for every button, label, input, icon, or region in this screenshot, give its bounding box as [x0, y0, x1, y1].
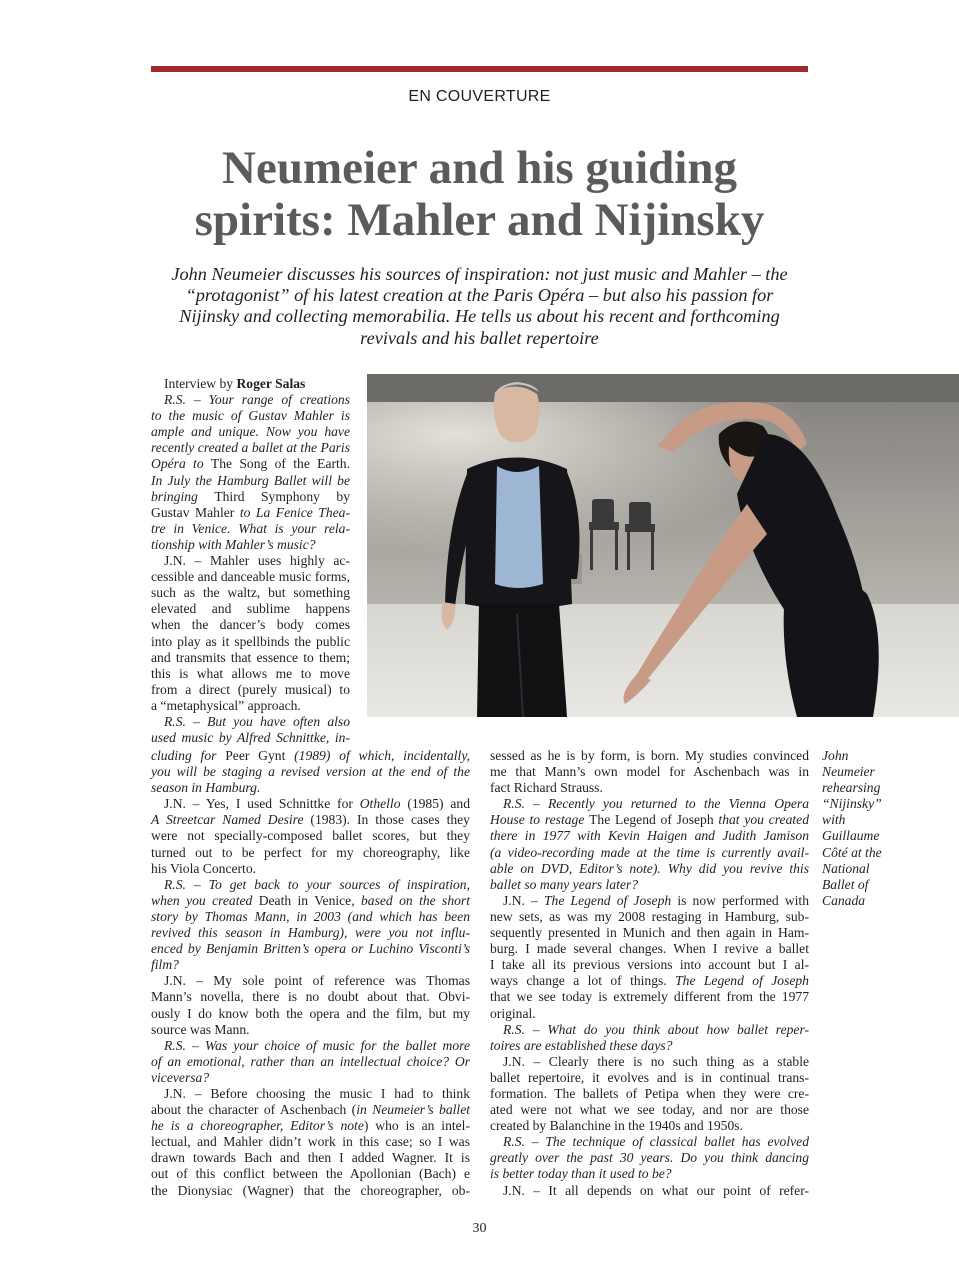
- question-text: (1989) of which, incidentally,: [285, 748, 471, 763]
- answer-text: J.N. – Yes, I used Schnittke for: [164, 796, 360, 812]
- text-line: [151, 780, 470, 796]
- question-text: bringing: [151, 488, 215, 504]
- text-line: [151, 730, 350, 746]
- question-text: R.S. – Recently you returned to the Vienna Opera: [503, 796, 809, 812]
- question-text: ample and unique. Now you have: [151, 424, 350, 440]
- text-line: [151, 957, 470, 973]
- text-line: [151, 812, 470, 828]
- work-title: The Legend of Joseph: [589, 812, 714, 828]
- text-line: J.N. – Before choosing the music I had to think: [164, 1085, 470, 1101]
- text-line: that we see today is extremely different from the 1977: [490, 989, 809, 1005]
- work-title: Death in Venice: [258, 892, 352, 908]
- text-line: lectual, and Mahler didn’t work in this case; so I was: [151, 1134, 470, 1150]
- question-text: you will be staging a revised version at the end of the: [151, 764, 470, 780]
- question-text: , based on the short: [351, 892, 470, 908]
- text-line: [151, 1038, 470, 1054]
- text-line: and transmits that essence to them;: [151, 649, 350, 665]
- question-text: film?: [151, 957, 179, 973]
- caption-line: Neumeier: [822, 764, 875, 780]
- text-line: [151, 473, 350, 489]
- text-line: [151, 456, 350, 472]
- text-line: burg. I made several changes. When I revive a ballet: [490, 941, 809, 957]
- text-line: [490, 1150, 809, 1166]
- text-line: [151, 748, 470, 764]
- text-line: [490, 828, 809, 844]
- question-text: story by Thomas Mann, in 2003 (and which has been: [151, 908, 470, 924]
- text-line: [151, 489, 350, 505]
- question-text: R.S. – Your range of creations: [164, 392, 350, 408]
- caption-line: “Nijinsky”: [822, 796, 882, 812]
- text-line: source was Mann.: [151, 1021, 250, 1037]
- text-line: turned out to be perfect for my choreography, like: [151, 844, 470, 860]
- work-title: Peer Gynt: [225, 748, 286, 763]
- text-line: this is what allows me to move: [151, 665, 350, 681]
- answer-text: ) who is an intel-: [363, 1118, 470, 1134]
- text-line: created by Balanchine in the 1940s and 1950s.: [490, 1118, 743, 1134]
- title-line: spirits: Mahler and Nijinsky: [194, 194, 765, 246]
- question-text: R.S. – What do you think about how ballet reper-: [503, 1021, 809, 1037]
- work-title: A Streetcar Named Desire: [151, 812, 304, 828]
- text-line: [490, 877, 809, 893]
- work-title: The Legend of Joseph: [675, 973, 809, 989]
- question-text: to the music of Gustav Mahler is: [151, 408, 350, 424]
- text-line: [151, 925, 470, 941]
- answer-text: ways change a lot of things.: [490, 973, 676, 989]
- text-line: [490, 1166, 809, 1182]
- section-label: EN COUVERTURE: [408, 88, 551, 105]
- rehearsal-photo: [367, 374, 959, 717]
- question-text: toires are established these days?: [490, 1037, 673, 1053]
- question-text: recently created a ballet at the Paris: [151, 440, 350, 456]
- question-text: Opéra to: [151, 456, 211, 472]
- text-line: [151, 796, 470, 812]
- text-line: [151, 1054, 470, 1070]
- text-line: the Dionysiac (Wagner) that the choreographer, ob-: [151, 1182, 470, 1198]
- article-title: [120, 142, 839, 246]
- text-line: into play as it spellbinds the public: [151, 633, 350, 649]
- question-text: ballet so many years later?: [490, 876, 638, 892]
- question-text: season in Hamburg.: [151, 780, 261, 796]
- text-line: ated were not what we see today, and nor are those: [490, 1102, 809, 1118]
- work-title: The Song of the Earth.: [210, 456, 350, 472]
- text-line: [490, 893, 809, 909]
- question-text: R.S. – But you have often also: [164, 713, 350, 729]
- text-line: [490, 845, 809, 861]
- question-text: cluding for: [151, 748, 226, 763]
- text-line: such as the waltz, but something: [151, 585, 350, 601]
- question-text: enced by Benjamin Britten’s opera or Luchino Visconti’s: [151, 941, 470, 957]
- text-line: [151, 424, 350, 440]
- question-text: that you created: [713, 812, 809, 828]
- text-line: [151, 537, 350, 553]
- question-text: when you created: [151, 892, 259, 908]
- answer-text: (1985) and: [400, 796, 470, 812]
- question-text: there in 1977 with Kevin Haigen and Judith Jamison: [490, 828, 809, 844]
- text-line: J.N. – My sole point of reference was Thomas: [164, 973, 470, 989]
- caption-line: Guillaume: [822, 828, 880, 844]
- work-title: Gustav Mahler: [151, 504, 240, 520]
- text-line: [151, 909, 470, 925]
- answer-text: (1983). In those cases they: [303, 812, 470, 828]
- text-line: [151, 521, 350, 537]
- text-line: [151, 941, 470, 957]
- question-text: is better today than it used to be?: [490, 1166, 672, 1182]
- text-line: original.: [490, 1005, 536, 1021]
- text-line: were not specially-composed ballet scores, but they: [151, 828, 470, 844]
- text-line: [490, 796, 809, 812]
- text-line: [151, 1118, 470, 1134]
- question-text: revived this season in Hamburg), were you not influ-: [151, 925, 470, 941]
- text-line: ballet repertoire, it evolves and is in continual trans-: [490, 1069, 809, 1085]
- work-title: The Legend of Joseph: [544, 892, 672, 908]
- text-line: [151, 392, 350, 408]
- text-line: sessed as he is by form, is born. My studies convinced: [490, 748, 809, 763]
- text-line: a “metaphysical” approach.: [151, 697, 301, 713]
- photo-caption: [822, 748, 932, 909]
- question-text: In July the Hamburg Ballet will be: [151, 472, 350, 488]
- standfirst-line: Nijinsky and collecting memorabilia. He tells us about his recent and forthcoming: [179, 306, 780, 327]
- text-line: [490, 1022, 809, 1038]
- text-line: [151, 714, 350, 730]
- column-left: [151, 748, 470, 1199]
- header-rule: [151, 66, 808, 72]
- work-title: Othello: [359, 796, 401, 812]
- text-line: J.N. – Mahler uses highly ac-: [164, 553, 350, 569]
- answer-text: is now performed with: [671, 892, 810, 908]
- text-line: from a direct (purely musical) to: [151, 681, 350, 697]
- question-text: of an emotional, rather than an intellectual choice? Or: [151, 1053, 470, 1069]
- title-line: Neumeier and his guiding: [222, 142, 737, 194]
- caption-line: rehearsing: [822, 780, 881, 796]
- byline-prefix: Interview by: [164, 376, 237, 391]
- text-line: [490, 1134, 809, 1150]
- question-text: greatly over the past 30 years. Do you think dancing: [490, 1150, 809, 1166]
- text-line: J.N. – Clearly there is no such thing as a stable: [503, 1053, 809, 1069]
- question-text: (a video-recording made at the time is currently avail-: [490, 844, 809, 860]
- question-text: R.S. – Was your choice of music for the ballet more: [164, 1037, 470, 1053]
- page-number: 30: [472, 1221, 487, 1236]
- text-line: Mann’s novella, there is no doubt about that. Obvi-: [151, 989, 470, 1005]
- editor-note: in Neumeier’s ballet: [356, 1102, 470, 1118]
- editor-note: he is a choreographer, Editor’s note: [151, 1118, 364, 1134]
- work-title: Third Symphony by: [214, 488, 350, 504]
- text-line: [151, 505, 350, 521]
- standfirst-line: “protagonist” of his latest creation at the Paris Opéra – but also his passion for: [185, 285, 774, 306]
- text-line: [151, 764, 470, 780]
- text-line: cessible and danceable music forms,: [151, 569, 350, 585]
- text-line: I take all its previous versions into account but I al-: [490, 957, 809, 973]
- question-text: House to restage: [490, 812, 590, 828]
- text-line: J.N. – It all depends on what our point of refer-: [503, 1182, 809, 1198]
- question-text: able on DVD, Editor’s note). Why did you revive this: [490, 860, 809, 876]
- text-line: elevated and sublime happens: [151, 601, 350, 617]
- text-line: [151, 893, 470, 909]
- text-line: [490, 1038, 809, 1054]
- caption-line: Ballet of: [822, 876, 869, 892]
- question-text: R.S. – To get back to your sources of inspiration,: [164, 876, 470, 892]
- question-text: viceversa?: [151, 1069, 210, 1085]
- caption-line: Canada: [822, 892, 866, 908]
- column-middle: [490, 748, 809, 1199]
- text-line: [490, 973, 809, 989]
- text-line: formation. The ballets of Petipa when they were cre-: [490, 1085, 809, 1101]
- text-line: fact Richard Strauss.: [490, 780, 603, 796]
- text-line: sequently presented in Munich and then again in Ham-: [490, 925, 809, 941]
- question-text: to La Fenice Thea-: [239, 504, 350, 520]
- text-line: me that Mann’s own model for Aschenbach was in: [490, 764, 809, 780]
- question-text: tre in Venice. What is your rela-: [151, 520, 350, 536]
- text-line: [490, 812, 809, 828]
- byline: [151, 376, 350, 392]
- text-line: [151, 877, 470, 893]
- caption-line: National: [822, 860, 870, 876]
- text-line: ously I do know both the opera and the film, but my: [151, 1005, 470, 1021]
- standfirst: [140, 264, 819, 349]
- text-line: his Viola Concerto.: [151, 860, 257, 876]
- text-line: [151, 440, 350, 456]
- text-line: [151, 408, 350, 424]
- question-text: R.S. – The technique of classical ballet has evolved: [503, 1134, 809, 1150]
- text-line: drawn towards Bach and then I added Wagner. It is: [151, 1150, 470, 1166]
- text-line: [151, 1070, 470, 1086]
- caption-line: Côté at the: [822, 844, 882, 860]
- text-line: new sets, as was my 2008 restaging in Hamburg, sub-: [490, 908, 809, 924]
- standfirst-line: revivals and his ballet repertoire: [360, 327, 599, 348]
- question-text: used music by Alfred Schnittke, in-: [151, 730, 350, 746]
- text-line: [151, 1102, 470, 1118]
- text-line: out of this conflict between the Apollonian (Bach) e: [151, 1166, 470, 1182]
- standfirst-line: John Neumeier discusses his sources of inspiration: not just music and Mahler – the: [171, 264, 788, 284]
- answer-text: about the character of Aschenbach (: [151, 1102, 357, 1118]
- caption-line: with: [822, 812, 846, 828]
- column-left-narrow: [151, 376, 350, 746]
- caption-line: John: [822, 748, 849, 763]
- text-line: when the dancer’s body comes: [151, 617, 350, 633]
- byline-author: Roger Salas: [236, 376, 306, 391]
- answer-text: J.N. –: [503, 892, 544, 908]
- question-text: tionship with Mahler’s music?: [151, 536, 316, 552]
- text-line: [490, 861, 809, 877]
